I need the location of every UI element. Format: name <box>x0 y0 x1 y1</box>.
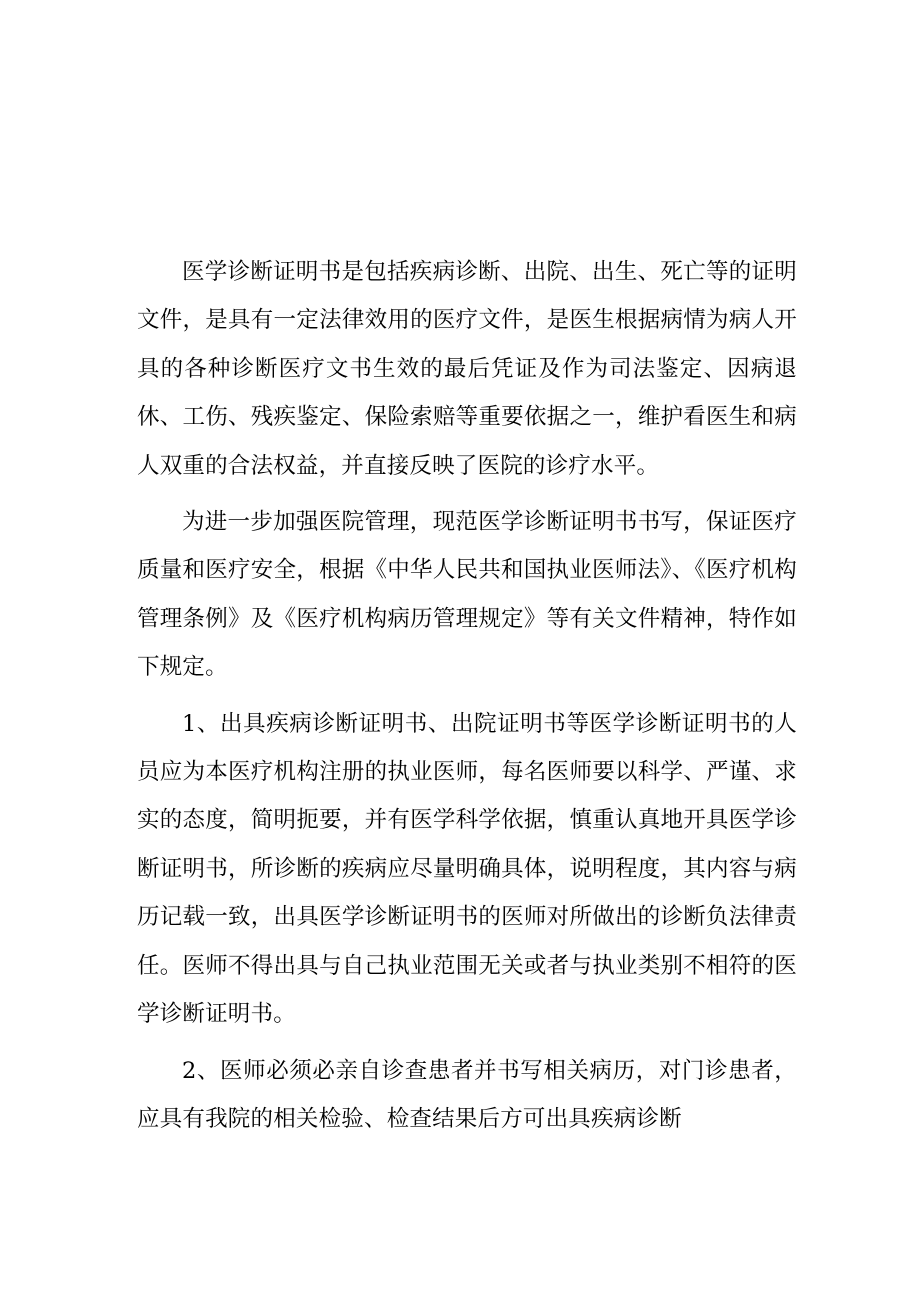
paragraph-rule-1: 1、出具疾病诊断证明书、出院证明书等医学诊断证明书的人员应为本医疗机构注册的执业医师，每名医师要以科学、严谨、求实的态度，简明扼要，并有医学科学依据，慎重认真地开具医学诊断证明书，所诊断的疾病应尽量明确具体，说明程度，其内容与病历记载一致，出具医学诊断证明书的医师对所做出的诊断负法律责任。医师不得出具与自己执业范围无关或者与执业类别不相符的医学诊断证明书。 <box>137 710 797 1028</box>
paragraph-intro: 医学诊断证明书是包括疾病诊断、出院、出生、死亡等的证明文件，是具有一定法律效用的医疗文件，是医生根据病情为病人开具的各种诊断医疗文书生效的最后凭证及作为司法鉴定、因病退休、工伤、残疾鉴定、保险索赔等重要依据之一，维护看医生和病人双重的合法权益，并直接反映了医院的诊疗水平。 <box>137 259 797 479</box>
document-body <box>137 248 797 1151</box>
paragraph-rule-2: 2、医师必须必亲自诊查患者并书写相关病历，对门诊患者，应具有我院的相关检验、检查结果后方可出具疾病诊断 <box>137 1057 797 1132</box>
paragraph-purpose: 为进一步加强医院管理，现范医学诊断证明书书写，保证医疗质量和医疗安全，根据《中华人民共和国执业医师法》、《医疗机构管理条例》及《医疗机构病历管理规定》等有关文件精神，特作如下规定。 <box>137 509 797 681</box>
